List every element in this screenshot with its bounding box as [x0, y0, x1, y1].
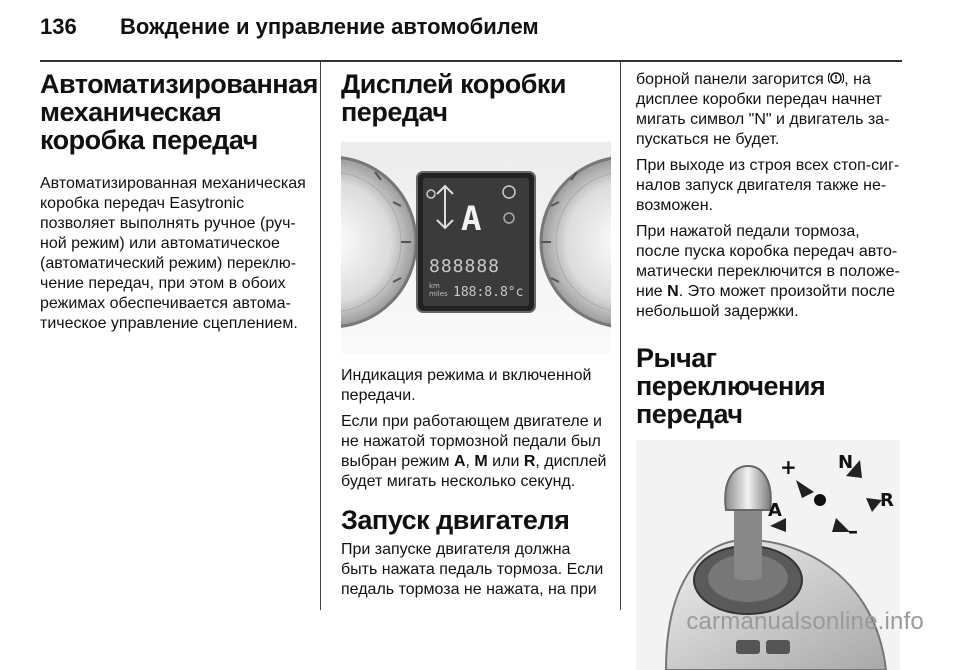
column-divider [320, 62, 321, 610]
section-heading: Дисплей коробки передач [341, 69, 566, 127]
mode-r-label: R [523, 453, 536, 470]
display-digits-top: 888888 [429, 256, 501, 277]
watermark: carmanualsonline.info [686, 608, 924, 635]
dashboard-illustration [341, 142, 611, 354]
section-heading: Автоматизированная механическая коробка передач [40, 69, 318, 155]
paragraph: борной панели загорится ! , на дисплее коробки передач начнет мигать символ "N" и двигатель запускаться не будет. [636, 71, 890, 148]
paragraph: Если при работающем двигателе и не нажатой тормозной педали был выбран режим A, M или R, дисплей будет мигать несколько секунд. [341, 413, 607, 490]
column-2 [341, 70, 611, 606]
gear-label-n: N [838, 452, 854, 473]
gear-label-minus: – [848, 519, 858, 543]
display-digits-bottom: 188:8.8°c [453, 285, 524, 300]
gear-knob [725, 466, 771, 510]
chapter-title: Вождение и управление автомобилем [120, 14, 539, 39]
gear-label-a: A [768, 500, 782, 521]
header-rule [40, 60, 902, 62]
display-gear-indicator: A [461, 199, 482, 239]
svg-text:!: ! [834, 74, 839, 83]
gear-label-plus: + [780, 455, 797, 479]
section-heading: Запуск двигателя [341, 505, 570, 535]
display-unit-miles: miles [429, 290, 448, 298]
section-heading: Рычаг переключения передач [636, 343, 826, 429]
paragraph: При запуске двигателя должна быть нажата педаль тормоза. Если педаль тормоза не нажата, на при [341, 541, 604, 598]
paragraph: Автоматизированная механическая коробка передач Easytronic позволяет выполнять ручное (ручной режим) или автоматическое (автоматический режим) переключение передач, при этом в обоих режимах обеспечивается автоматическое управление сцеплением. [40, 175, 306, 332]
paragraph: При выходе из строя всех стоп-сигналов запуск двигателя также невозможен. [636, 157, 900, 214]
gear-label-r: R [880, 490, 894, 511]
column-3 [636, 70, 906, 670]
brake-warning-icon [828, 71, 844, 85]
figure-caption: Индикация режима и включенной передачи. [341, 367, 592, 404]
mode-m-label: M [474, 453, 488, 470]
page-number: 136 [40, 14, 77, 39]
transmission-display-figure [341, 142, 611, 354]
column-1 [40, 69, 318, 340]
display-unit-km: km [429, 282, 440, 290]
paragraph: При нажатой педали тормоза, после пуска коробка передач автоматически переключится в положение N. Это может произойти после небольшой задержки. [636, 223, 900, 320]
column-divider [620, 62, 621, 610]
mode-a-label: A [453, 453, 466, 470]
page-header [40, 14, 900, 60]
gear-n-label: N [667, 283, 679, 300]
